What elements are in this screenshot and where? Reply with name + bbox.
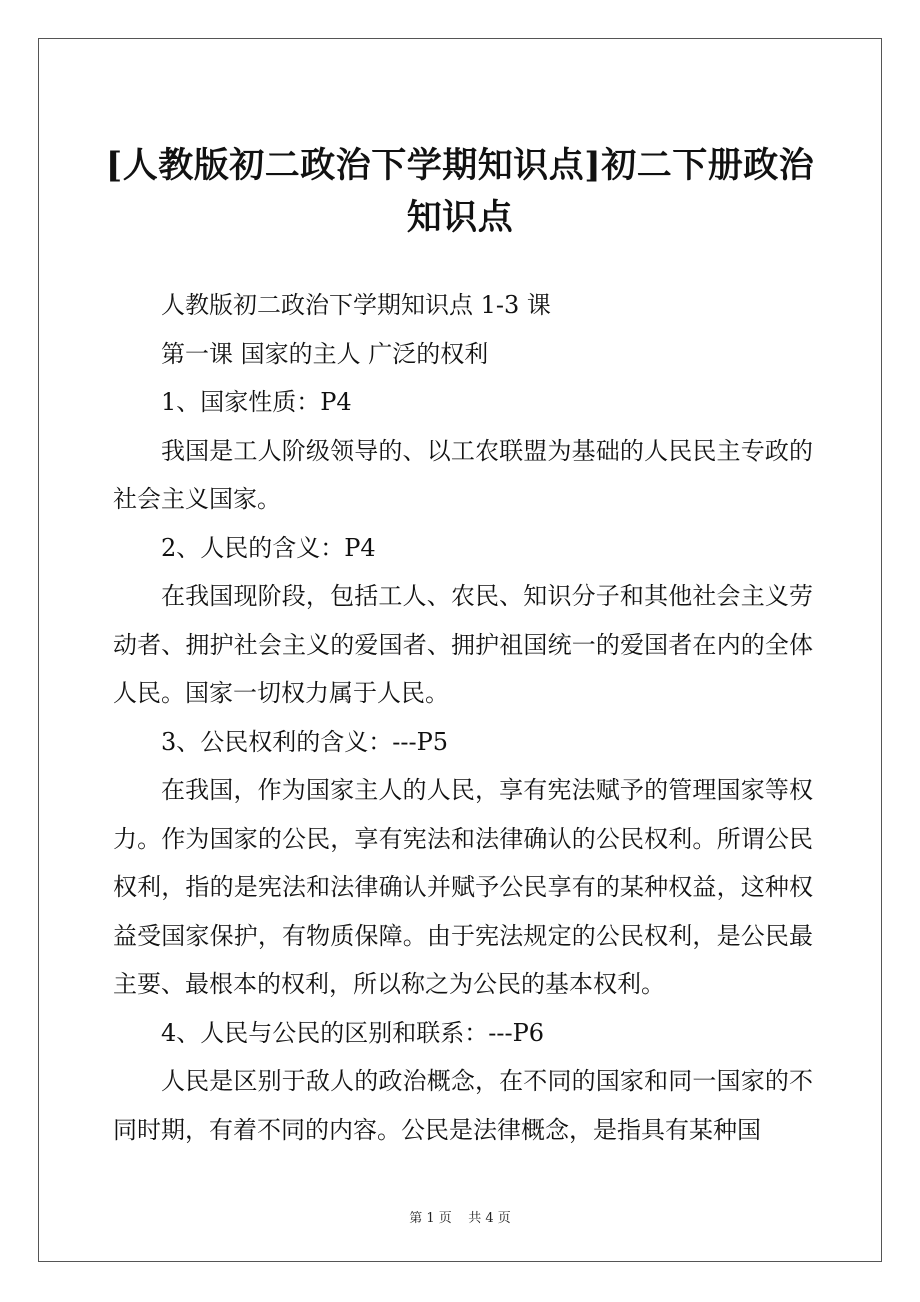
paragraph: 第一课 国家的主人 广泛的权利 (161, 339, 489, 368)
paragraph: 1、国家性质：P4 (161, 388, 352, 416)
document-body (113, 281, 813, 1154)
paragraph: 人民是区别于敌人的政治概念，在不同的国家和同一国家的不同时期，有着不同的内容。公民是法律概念，是指具有某种国 (113, 1067, 813, 1144)
paragraph: 在我国，作为国家主人的人民，享有宪法赋予的管理国家等权力。作为国家的公民，享有宪法和法律确认的公民权利。所谓公民权利，指的是宪法和法律确认并赋予公民享有的某种权益，这种权益受国家保护，有物质保障。由于宪法规定的公民权利，是公民最主要、最根本的权利，所以称之为公民的基本权利。 (113, 776, 813, 998)
paragraph: 2、人民的含义：P4 (161, 533, 376, 562)
paragraph: 在我国现阶段，包括工人、农民、知识分子和其他社会主义劳动者、拥护社会主义的爱国者、拥护祖国统一的爱国者在内的全体人民。国家一切权力属于人民。 (113, 582, 813, 707)
title-line-2: 知识点 (406, 197, 514, 238)
document-title (60, 140, 860, 244)
title-line-1: [人教版初二政治下学期知识点]初二下册政治 (105, 145, 815, 186)
page-total: 共 4 页 (468, 1211, 511, 1226)
page-number: 第 1 页 (409, 1211, 452, 1226)
paragraph: 人教版初二政治下学期知识点 1-3 课 (161, 291, 551, 319)
page-footer (0, 1207, 920, 1226)
paragraph: 3、公民权利的含义：---P5 (161, 727, 449, 756)
paragraph: 我国是工人阶级领导的、以工农联盟为基础的人民民主专政的社会主义国家。 (113, 436, 813, 513)
paragraph: 4、人民与公民的区别和联系：---P6 (161, 1018, 545, 1047)
